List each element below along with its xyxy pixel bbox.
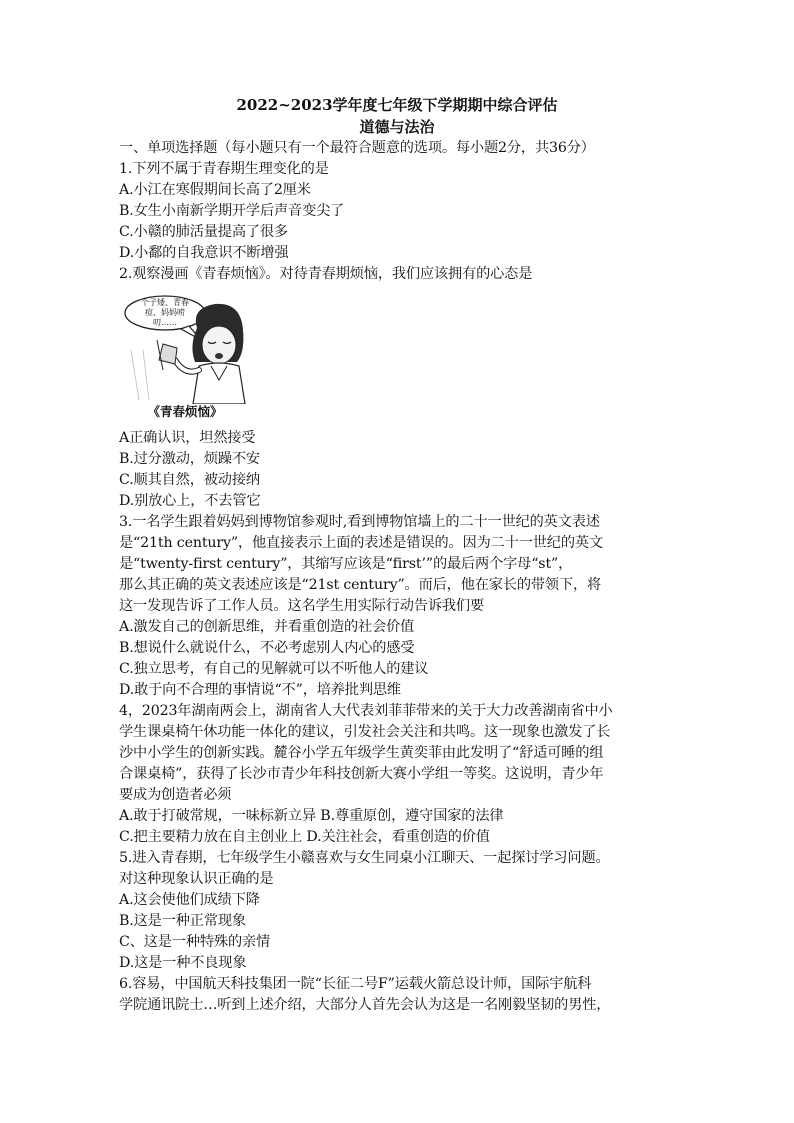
q4-options-ab: A.敢于打破常规，一味标新立异 B.尊重原创，遵守国家的法律 (119, 808, 504, 824)
q3-stem-line3: 是“twenty-first century”，其缩写应该是“first’”的最后两个字母“st”， (119, 556, 573, 572)
q4-stem-line1: 4，2023年湖南两会上，湖南省人大代表刘菲菲带来的关于大力改善湖南省中小 (119, 703, 613, 719)
q3-stem-line4: 那么其正确的英文表述应该是“21st century”。而后，他在家长的带领下，将 (119, 577, 602, 593)
q5-option-d: D.这是一种不良现象 (119, 955, 247, 971)
comic-bubble-text: 个子矮、青春痘、妈妈唠叨…… (141, 298, 189, 327)
section-heading: 一、单项选择题（每小题只有一个最符合题意的选项。每小题2分，共36分） (119, 140, 595, 156)
q4-options-cd: C.把主要精力放在自主创业上 D.关注社会，看重创造的价值 (119, 829, 490, 845)
q3-option-c: C.独立思考，有自己的见解就可以不听他人的建议 (119, 661, 429, 677)
q3-option-b: B.想说什么就说什么，不必考虑别人内心的感受 (119, 640, 415, 656)
q2-option-a: A正确认识，坦然接受 (119, 430, 256, 446)
exam-title: 2022~2023学年度七年级下学期期中综合评估 (236, 96, 558, 114)
subject-title: 道德与法治 (359, 118, 435, 136)
q1-option-d: D.小鄱的自我意识不断增强 (119, 245, 289, 261)
q4-stem-line2: 学生课桌椅午休功能一体化的建议，引发社会关注和共鸣。这一现象也激发了长 (119, 724, 611, 740)
q5-stem-line2: 对这种现象认识正确的是 (119, 871, 274, 887)
q1-stem: 1.下列不属于青春期生理变化的是 (119, 161, 329, 177)
q3-option-a: A.激发自己的创新思维，并看重创造的社会价值 (119, 619, 415, 635)
q4-stem-line3: 沙中小学生的创新实践。麓谷小学五年级学生黄奕菲由此发明了“舒适可睡的组 (119, 745, 604, 761)
comic-caption: 《青春烦恼》 (147, 404, 223, 419)
q3-stem-line2: 是“21th century”，他直接表示上面的表述是错误的。因为二十一世纪的英文 (119, 535, 603, 551)
q1-option-c: C.小赣的肺活量提高了很多 (119, 224, 288, 240)
q5-option-c: C、这是一种特殊的亲情 (119, 934, 271, 950)
q2-option-b: B.过分激动，烦躁不安 (119, 451, 260, 467)
q6-stem-line2: 学院通讯院士…听到上述介绍，大部分人首先会认为这是一名刚毅坚韧的男性， (119, 997, 611, 1013)
q1-option-b: B.女生小南新学期开学后声音变尖了 (119, 203, 345, 219)
q6-stem-line1: 6.容易，中国航天科技集团一院“长征二号F”运载火箭总设计师，国际宇航科 (119, 976, 592, 992)
q1-option-a: A.小江在寒假期间长高了2厘米 (119, 182, 311, 198)
q4-stem-line4: 合课桌椅”，获得了长沙市青少年科技创新大赛小学组一等奖。这说明，青少年 (119, 766, 604, 782)
q2-option-d: D.别放心上，不去管它 (119, 493, 261, 509)
q2-stem: 2.观察漫画《青春烦恼》。对待青春期烦恼，我们应该拥有的心态是 (119, 266, 533, 282)
q5-stem-line1: 5.进入青春期，七年级学生小赣喜欢与女生同桌小江聊天、一起探讨学习问题。 (119, 850, 610, 866)
comic-youth-worries (119, 290, 251, 422)
q5-option-b: B.这是一种正常现象 (119, 913, 246, 929)
q3-stem-line1: 3.一名学生跟着妈妈到博物馆参观时,看到博物馆墙上的二十一世纪的英文表述 (119, 514, 600, 530)
q3-option-d: D.敢于向不合理的事情说“不”，培养批判思维 (119, 682, 401, 698)
q4-stem-line5: 要成为创造者必须 (119, 787, 232, 803)
q5-option-a: A.这会使他们成绩下降 (119, 892, 260, 908)
q2-option-c: C.顺其自然，被动接纳 (119, 472, 260, 488)
q3-stem-line5: 这一发现告诉了工作人员。这名学生用实际行动告诉我们要 (119, 598, 484, 614)
